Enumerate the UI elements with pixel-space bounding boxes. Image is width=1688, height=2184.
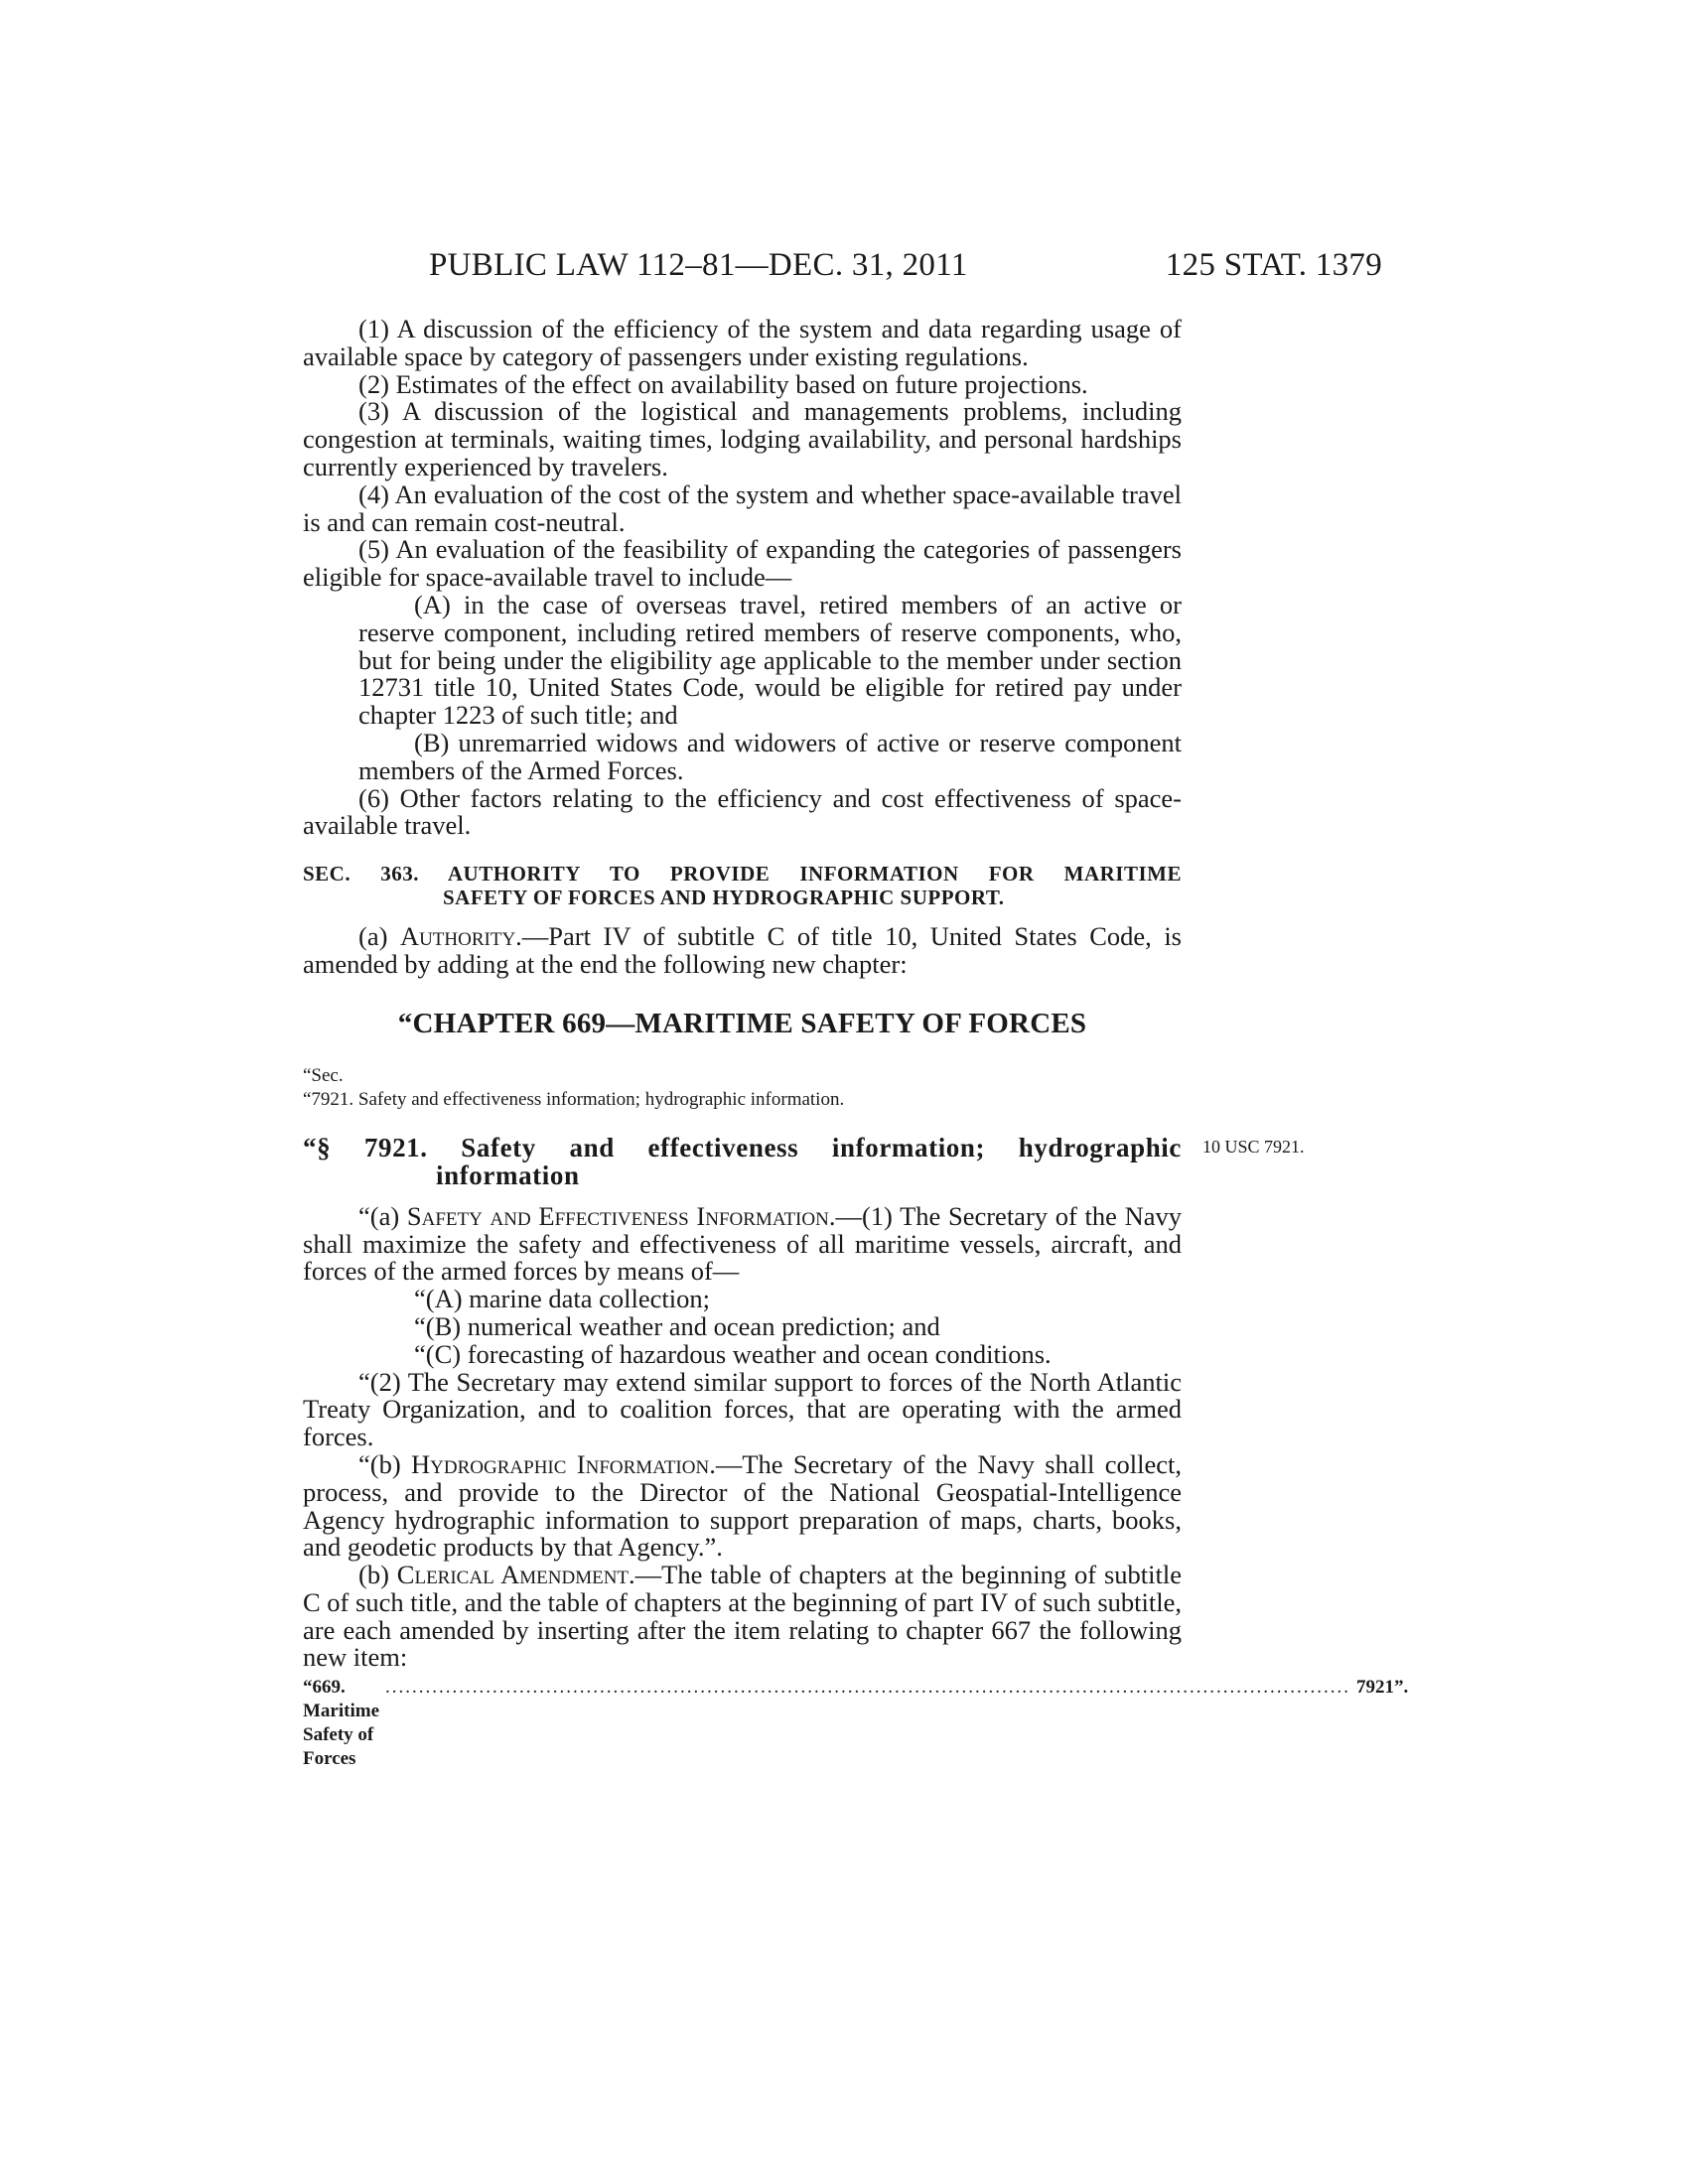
toc-item-section: 7921”. [1356, 1677, 1409, 1699]
section-363-heading-line-2: SAFETY OF FORCES AND HYDROGRAPHIC SUPPORT. [443, 886, 1005, 910]
section-7921-title-line-1: “§ 7921. Safety and effectiveness information; hydrographic [303, 1132, 1182, 1162]
clerical-amendment [303, 1562, 1182, 1672]
subsection-text: .—(1) The Secretary of the Navy shall maximize the safety and effectiveness of all maritime vessels, aircraft, and forces of the armed forces by means of— [303, 1200, 1182, 1287]
paragraph-1: (1) A discussion of the efficiency of the system and data regarding usage of available space by category of passengers under existing regulations. [303, 314, 1182, 371]
chapter-table-of-sections [303, 1064, 1182, 1112]
paragraph-6: (6) Other factors relating to the efficiency and cost effectiveness of space-available travel. [303, 782, 1182, 841]
section-7921-a-C: “(C) forecasting of hazardous weather and ocean conditions. [414, 1338, 1052, 1369]
chapter-title: “CHAPTER 669—MARITIME SAFETY OF FORCES [397, 1007, 1087, 1039]
section-7921-title-line-2: information [436, 1160, 580, 1190]
paragraph-3: (3) A discussion of the logistical and managements problems, including congestion at terminals, waiting times, lodging availability, and personal hardships currently experienced by travelers. [303, 396, 1182, 481]
toc-sec-label: “Sec. [303, 1064, 344, 1086]
section-7921-title [303, 1132, 1305, 1190]
paragraph-4: (4) An evaluation of the cost of the system and whether space-available travel is and can remain cost-neutral. [303, 478, 1182, 537]
subsection-caption: Hydrographic Information [411, 1448, 710, 1479]
paragraph-5-a: (A) in the case of overseas travel, retired members of an active or reserve component, including retired members of reserve components, who, but for being under the eligibility age applicable to the member under section 12731 title 10, United States Code, would be eligible for retired pay under chapter 1223 of such title; and [358, 589, 1182, 731]
subsection-label: “(a) [358, 1200, 407, 1231]
subsection-text: .—The table of chapters at the beginning of subtitle C of such title, and the table of chapters at the beginning of part IV of such subtitle, are each amended by inserting after the item relating to chapter 667 the following new item: [303, 1560, 1182, 1673]
subsection-caption: Authority [399, 921, 516, 952]
paragraph-2: (2) Estimates of the effect on availability based on future projections. [358, 368, 1088, 399]
chapter-table-new-item [303, 1676, 1409, 1771]
statute-page-number: 125 STAT. 1379 [1165, 247, 1382, 283]
subsection-label: (a) [358, 921, 400, 952]
paragraph-5-b: (B) unremarried widows and widowers of active or reserve component members of the Armed Forces. [358, 727, 1182, 785]
section-7921-a-B: “(B) numerical weather and ocean prediction; and [414, 1310, 940, 1341]
section-7921-subsection-b [303, 1448, 1182, 1563]
toc-sec-item: “7921. Safety and effectiveness information; hydrographic information. [303, 1088, 845, 1110]
subsection-label: “(b) [358, 1448, 412, 1479]
paragraph-5: (5) An evaluation of the feasibility of expanding the categories of passengers eligible for space-available travel to include— [303, 534, 1182, 593]
section-363-heading-line-1: SEC. 363. AUTHORITY TO PROVIDE INFORMATION FOR MARITIME [303, 862, 1182, 887]
section-363-heading [303, 862, 1182, 909]
section-7921-a-2: “(2) The Secretary may extend similar support to forces of the North Atlantic Treaty Organization, and to coalition forces, that are operating with the armed forces. [303, 1366, 1182, 1452]
section-7921-subsection-a [303, 1200, 1182, 1287]
subsection-caption: Safety and Effectiveness Information [406, 1200, 829, 1231]
section-7921-a-A: “(A) marine data collection; [414, 1284, 710, 1314]
running-header [429, 245, 1382, 285]
margin-note-usc-citation: 10 USC 7921. [1202, 1136, 1305, 1157]
subsection-text: .—The Secretary of the Navy shall collect, process, and provide to the Director of the National Geospatial-Intelligence Agency hydrographic information to support preparation of maps, charts, books, and geodetic products by that Agency.”. [303, 1448, 1182, 1563]
subsection-label: (b) [358, 1560, 397, 1590]
section-363-subsection-a [303, 923, 1182, 979]
toc-item-title: “669. Maritime Safety of Forces [303, 1677, 380, 1770]
subsection-caption: Clerical Amendment [396, 1560, 630, 1590]
page-body [303, 314, 1409, 1771]
toc-leader-dots: ................................................................................................................................................ [385, 1677, 1351, 1699]
public-law-citation: PUBLIC LAW 112–81—DEC. 31, 2011 [429, 247, 968, 283]
subsection-text: .—Part IV of subtitle C of title 10, United States Code, is amended by adding at the end the following new chapter: [303, 921, 1182, 979]
